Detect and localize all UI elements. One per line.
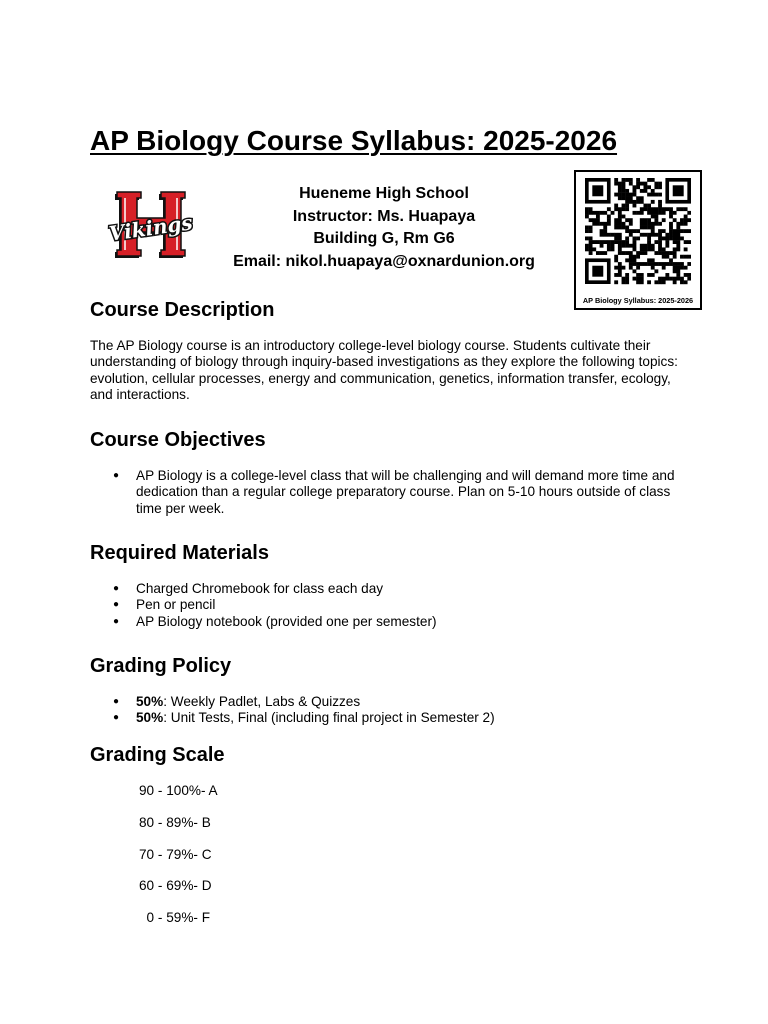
required-materials-heading: Required Materials	[90, 542, 269, 564]
qr-code-box	[574, 170, 702, 310]
list-item	[90, 694, 690, 710]
grading-scale-row: 90 - 100%- A	[139, 783, 218, 798]
grading-policy-heading: Grading Policy	[90, 655, 232, 677]
vikings-logo	[107, 188, 193, 262]
list-item: ● Pen or pencil	[90, 597, 690, 613]
list-item: ● AP Biology is a college-level class that will be challenging and will demand more time and dedication than a regular college preparatory course. Plan on 5-10 hours outside of class time per week.	[90, 468, 690, 517]
grading-weight: 50%	[136, 710, 164, 726]
grading-scale-row: 60 - 69%- D	[139, 878, 212, 893]
grading-weight: 50%	[136, 694, 164, 709]
grading-scale-row: 80 - 89%- B	[139, 815, 211, 830]
school-info	[220, 183, 548, 273]
required-materials-list	[90, 581, 690, 630]
qr-code-icon	[585, 178, 691, 290]
course-description-text: The AP Biology course is an introductory college-level biology course. Students cultivate their understanding of biology through inquiry-based investigations as they explore the following topics: evolution, cellular processes, energy and communication, genetics, information transfer, ecology, and interactions.	[90, 338, 678, 403]
grading-component: : Weekly Padlet, Labs & Quizzes	[163, 694, 361, 709]
page-title: AP Biology Course Syllabus: 2025-2026	[90, 125, 618, 156]
list-item: ● AP Biology notebook (provided one per semester)	[90, 614, 690, 630]
instructor-email[interactable]: Email: nikol.huapaya@oxnardunion.org	[233, 252, 535, 270]
school-name: Hueneme High School	[299, 185, 469, 202]
grading-scale-row: 0 - 59%- F	[139, 910, 211, 925]
list-item: ● Charged Chromebook for class each day	[90, 581, 690, 597]
instructor-name: Instructor: Ms. Huapaya	[292, 207, 476, 225]
svg-text:Vikings: Vikings	[107, 210, 193, 246]
grading-component: : Unit Tests, Final (including final project in Semester 2)	[163, 710, 495, 726]
course-objectives-list	[90, 468, 690, 517]
qr-caption: AP Biology Syllabus: 2025-2026	[582, 296, 694, 305]
grading-scale-row: 70 - 79%- C	[139, 847, 212, 862]
grading-scale-heading: Grading Scale	[90, 744, 225, 766]
grading-policy-list	[90, 694, 690, 727]
course-objectives-heading: Course Objectives	[90, 429, 266, 451]
room-location: Building G, Rm G6	[313, 230, 455, 247]
list-item	[90, 710, 690, 726]
vikings-logo-graphic	[107, 188, 193, 262]
course-description-heading: Course Description	[90, 299, 275, 321]
